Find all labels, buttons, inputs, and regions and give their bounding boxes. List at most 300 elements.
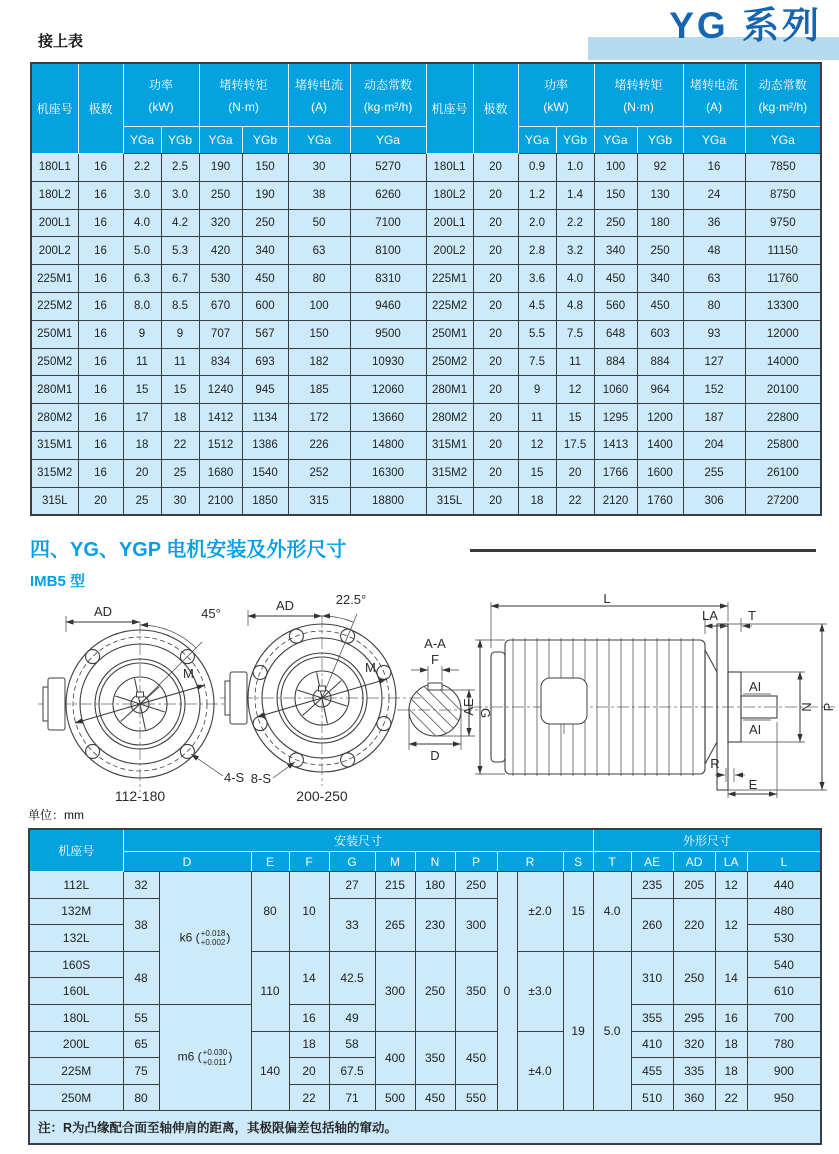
spec-table — [30, 62, 822, 516]
dim-cell: 510 — [631, 1084, 673, 1111]
variant-col-yga: YGa — [288, 127, 350, 154]
spec-cell: 12 — [556, 376, 594, 404]
dim-cell: 220 — [673, 898, 715, 951]
spec-cell: 1.4 — [556, 181, 594, 209]
spec-col-current — [683, 63, 745, 127]
spec-row — [31, 487, 821, 515]
spec-cell: 315M1 — [31, 431, 78, 459]
flange-small-caption: 112-180 — [114, 788, 166, 804]
dim-cell: 440 — [747, 872, 821, 899]
spec-cell: 63 — [288, 237, 350, 265]
spec-cell: 27200 — [745, 487, 821, 515]
subsection-title: IMB5 型 — [30, 573, 86, 590]
spec-cell: 30 — [161, 487, 199, 515]
spec-cell: 4.2 — [161, 209, 199, 237]
spec-row — [31, 376, 821, 404]
dim-cell: 27 — [329, 872, 375, 899]
spec-cell: 11 — [518, 404, 556, 432]
spec-cell: 9500 — [350, 320, 426, 348]
table-note: 注：R为凸缘配合面至轴伸肩的距离，其极限偏差包括轴的窜动。 — [29, 1111, 821, 1145]
current-unit: (A) — [706, 100, 723, 114]
dim-label-ad: AD — [275, 598, 295, 613]
spec-cell: 14000 — [745, 348, 821, 376]
spec-cell: 38 — [288, 181, 350, 209]
spec-cell: 18 — [123, 431, 161, 459]
spec-cell: 20 — [473, 320, 518, 348]
spec-cell: 1760 — [637, 487, 683, 515]
dim-label-n: N — [799, 702, 814, 712]
spec-cell: 20 — [123, 459, 161, 487]
spec-cell: 25 — [161, 459, 199, 487]
dim-header-row-1 — [29, 829, 821, 852]
dim-cell: 230 — [415, 898, 455, 951]
spec-cell: 8750 — [745, 181, 821, 209]
spec-cell: 9 — [161, 320, 199, 348]
power-label: 功率 — [149, 78, 174, 92]
spec-col-frame: 机座号 — [426, 63, 473, 154]
spec-cell: 130 — [637, 181, 683, 209]
spec-cell: 1060 — [594, 376, 637, 404]
spec-cell: 4.0 — [123, 209, 161, 237]
spec-cell: 172 — [288, 404, 350, 432]
dim-cell: 140 — [251, 1031, 289, 1111]
spec-cell: 22 — [556, 487, 594, 515]
spec-cell: 3.2 — [556, 237, 594, 265]
variant-col-ygb: YGb — [637, 127, 683, 154]
spec-cell: 600 — [242, 292, 288, 320]
dim-cell: 49 — [329, 1004, 375, 1031]
current-unit: (A) — [311, 100, 328, 114]
spec-cell: 1400 — [637, 431, 683, 459]
dim-col-r: R — [497, 852, 563, 872]
spec-cell: 315M2 — [426, 459, 473, 487]
dim-label-p: P — [821, 702, 836, 712]
spec-cell: 250 — [242, 209, 288, 237]
spec-row — [31, 404, 821, 432]
spec-cell: 180L1 — [31, 154, 78, 182]
dim-col-m: M — [375, 852, 415, 872]
spec-cell: 250 — [637, 237, 683, 265]
dim-cell: 250M — [29, 1084, 123, 1111]
spec-cell: 16 — [78, 154, 123, 182]
spec-row — [31, 209, 821, 237]
variant-col-ygb: YGb — [161, 127, 199, 154]
dim-cell: 71 — [329, 1084, 375, 1111]
variant-col-yga: YGa — [745, 127, 821, 154]
spec-col-dynamic — [745, 63, 821, 127]
spec-cell: 1413 — [594, 431, 637, 459]
spec-col-poles: 极数 — [78, 63, 123, 154]
spec-cell: 16 — [78, 181, 123, 209]
spec-cell: 450 — [594, 265, 637, 293]
dim-cell: 112L — [29, 872, 123, 899]
spec-cell: 8.0 — [123, 292, 161, 320]
spec-cell: 225M2 — [426, 292, 473, 320]
torque-unit: (N·m) — [623, 100, 654, 114]
spec-cell: 2.2 — [123, 154, 161, 182]
dim-cell: 360 — [673, 1084, 715, 1111]
spec-cell: 22 — [161, 431, 199, 459]
dim-col-la: LA — [715, 852, 747, 872]
spec-cell: 12 — [518, 431, 556, 459]
dim-label-la: LA — [702, 608, 718, 623]
spec-cell: 20 — [473, 154, 518, 182]
dim-cell: 18 — [289, 1031, 329, 1058]
spec-cell: 707 — [199, 320, 242, 348]
dim-col-f: F — [289, 852, 329, 872]
spec-cell: 8.5 — [161, 292, 199, 320]
dim-label-f: F — [431, 652, 439, 667]
dim-cell: 180L — [29, 1004, 123, 1031]
spec-cell: 5.3 — [161, 237, 199, 265]
variant-col-yga: YGa — [350, 127, 426, 154]
dim-cell: 355 — [631, 1004, 673, 1031]
spec-cell: 315L — [426, 487, 473, 515]
dim-cell: 38 — [123, 898, 159, 951]
dim-label-g: G — [478, 707, 493, 719]
spec-cell: 2.0 — [518, 209, 556, 237]
dim-cell: 530 — [747, 925, 821, 952]
spec-cell: 20 — [473, 376, 518, 404]
dim-cell: 410 — [631, 1031, 673, 1058]
spec-cell: 100 — [288, 292, 350, 320]
dim-cell: 18 — [715, 1058, 747, 1085]
spec-cell: 16 — [78, 237, 123, 265]
spec-cell: 20 — [556, 459, 594, 487]
tolerance-cell: k6 ( +0.018 +0.002 ) — [159, 872, 251, 1005]
spec-cell: 226 — [288, 431, 350, 459]
dim-row — [29, 1031, 821, 1058]
spec-cell: 16 — [78, 209, 123, 237]
dynamic-unit: (kg·m²/h) — [758, 100, 808, 114]
spec-cell: 884 — [594, 348, 637, 376]
spec-cell: 26100 — [745, 459, 821, 487]
dim-cell: 22 — [715, 1084, 747, 1111]
dim-cell: 250 — [415, 951, 455, 1031]
spec-cell: 280M1 — [426, 376, 473, 404]
spec-cell: 16 — [78, 459, 123, 487]
spec-cell: 30 — [288, 154, 350, 182]
spec-cell: 280M2 — [31, 404, 78, 432]
spec-cell: 127 — [683, 348, 745, 376]
spec-cell: 1680 — [199, 459, 242, 487]
dim-cell: 480 — [747, 898, 821, 925]
spec-cell: 12000 — [745, 320, 821, 348]
spec-cell: 9460 — [350, 292, 426, 320]
dim-cell: 14 — [289, 951, 329, 1004]
spec-cell: 225M1 — [31, 265, 78, 293]
dim-cell: 67.5 — [329, 1058, 375, 1085]
dim-cell: 540 — [747, 951, 821, 978]
spec-cell: 1766 — [594, 459, 637, 487]
dim-group-outline: 外形尺寸 — [593, 829, 821, 852]
spec-cell: 4.0 — [556, 265, 594, 293]
spec-cell: 567 — [242, 320, 288, 348]
dim-label-m: M — [183, 666, 194, 681]
dim-label-ad: AD — [93, 604, 113, 619]
dim-cell: 18 — [715, 1031, 747, 1058]
spec-cell: 3.0 — [161, 181, 199, 209]
spec-cell: 7100 — [350, 209, 426, 237]
dim-cell: 110 — [251, 951, 289, 1031]
spec-row — [31, 431, 821, 459]
spec-cell: 185 — [288, 376, 350, 404]
dim-cell: 32 — [123, 872, 159, 899]
spec-cell: 5270 — [350, 154, 426, 182]
spec-row — [31, 348, 821, 376]
spec-cell: 20100 — [745, 376, 821, 404]
spec-cell: 9 — [123, 320, 161, 348]
dim-col-n: N — [415, 852, 455, 872]
spec-col-power — [518, 63, 594, 127]
dim-cell: 550 — [455, 1084, 497, 1111]
spec-cell: 530 — [199, 265, 242, 293]
spec-cell: 180L1 — [426, 154, 473, 182]
dim-cell: 5.0 — [593, 951, 631, 1111]
dim-cell: 160L — [29, 978, 123, 1005]
spec-cell: 36 — [683, 209, 745, 237]
spec-cell: 20 — [473, 404, 518, 432]
spec-cell: 1134 — [242, 404, 288, 432]
dim-col-ad: AD — [673, 852, 715, 872]
spec-cell: 340 — [637, 265, 683, 293]
page-title: YG 系列 — [669, 5, 822, 46]
spec-cell: 50 — [288, 209, 350, 237]
spec-row — [31, 154, 821, 182]
variant-col-yga: YGa — [594, 127, 637, 154]
spec-cell: 1200 — [637, 404, 683, 432]
spec-cell: 20 — [473, 487, 518, 515]
spec-cell: 250M1 — [426, 320, 473, 348]
spec-cell: 420 — [199, 237, 242, 265]
dim-col-e: E — [251, 852, 289, 872]
spec-cell: 0.9 — [518, 154, 556, 182]
dim-cell: 132L — [29, 925, 123, 952]
spec-cell: 16 — [78, 348, 123, 376]
spec-cell: 182 — [288, 348, 350, 376]
spec-cell: 25 — [123, 487, 161, 515]
spec-cell: 315M2 — [31, 459, 78, 487]
spec-cell: 450 — [242, 265, 288, 293]
spec-cell: 670 — [199, 292, 242, 320]
spec-cell: 80 — [288, 265, 350, 293]
dim-cell: 215 — [375, 872, 415, 899]
spec-cell: 1386 — [242, 431, 288, 459]
spec-cell: 17 — [123, 404, 161, 432]
dim-label-angle-225: 22.5° — [335, 592, 367, 607]
spec-cell: 6.7 — [161, 265, 199, 293]
spec-cell: 11 — [556, 348, 594, 376]
spec-cell: 15 — [556, 404, 594, 432]
spec-cell: 18 — [161, 404, 199, 432]
dim-label-ae: AE — [461, 698, 476, 716]
spec-cell: 11760 — [745, 265, 821, 293]
spec-row — [31, 265, 821, 293]
spec-cell: 1.0 — [556, 154, 594, 182]
spec-cell: 180L2 — [426, 181, 473, 209]
spec-cell: 10930 — [350, 348, 426, 376]
spec-col-poles: 极数 — [473, 63, 518, 154]
dim-cell: 450 — [415, 1084, 455, 1111]
variant-col-yga: YGa — [123, 127, 161, 154]
tolerance-cell: m6 ( +0.030 +0.011 ) — [159, 1004, 251, 1110]
spec-cell: 648 — [594, 320, 637, 348]
dim-col-l: L — [747, 852, 821, 872]
spec-cell: 16 — [683, 154, 745, 182]
dim-row — [29, 951, 821, 978]
dim-cell: 780 — [747, 1031, 821, 1058]
spec-cell: 225M1 — [426, 265, 473, 293]
spec-cell: 20 — [78, 487, 123, 515]
spec-cell: 2.2 — [556, 209, 594, 237]
dim-label-d: D — [430, 748, 440, 763]
spec-cell: 20 — [473, 348, 518, 376]
spec-cell: 315 — [288, 487, 350, 515]
dim-cell: 160S — [29, 951, 123, 978]
spec-cell: 320 — [199, 209, 242, 237]
dim-cell: 10 — [289, 872, 329, 952]
spec-cell: 204 — [683, 431, 745, 459]
spec-row — [31, 292, 821, 320]
dim-table-header — [29, 829, 821, 872]
spec-cell: 9750 — [745, 209, 821, 237]
spec-cell: 4.5 — [518, 292, 556, 320]
spec-col-power — [123, 63, 199, 127]
spec-cell: 450 — [637, 292, 683, 320]
dim-cell: 350 — [415, 1031, 455, 1084]
spec-cell: 22800 — [745, 404, 821, 432]
spec-cell: 603 — [637, 320, 683, 348]
spec-cell: 8100 — [350, 237, 426, 265]
dim-col-s: S — [563, 852, 593, 872]
dim-row — [29, 1084, 821, 1111]
torque-label: 堵转转矩 — [614, 78, 663, 92]
spec-cell: 250 — [199, 181, 242, 209]
spec-cell: 20 — [473, 265, 518, 293]
spec-cell: 20 — [473, 431, 518, 459]
dim-cell: 65 — [123, 1031, 159, 1058]
dim-col-d: D — [123, 852, 251, 872]
dim-table-footer — [29, 1111, 821, 1145]
dim-cell: 205 — [673, 872, 715, 899]
spec-table-body — [31, 154, 821, 516]
spec-cell: 1.2 — [518, 181, 556, 209]
flange-view-small — [38, 604, 245, 804]
spec-cell: 187 — [683, 404, 745, 432]
dim-cell: 200L — [29, 1031, 123, 1058]
section-rule — [470, 549, 816, 552]
dim-cell: 75 — [123, 1058, 159, 1085]
spec-cell: 6260 — [350, 181, 426, 209]
section-title-aa: A-A — [424, 636, 446, 651]
spec-cell: 63 — [683, 265, 745, 293]
spec-cell: 150 — [242, 154, 288, 182]
dim-col-ae: AE — [631, 852, 673, 872]
dynamic-label: 动态常数 — [364, 78, 413, 92]
spec-cell: 15 — [518, 459, 556, 487]
variant-col-ygb: YGb — [242, 127, 288, 154]
spec-cell: 315L — [31, 487, 78, 515]
spec-row — [31, 459, 821, 487]
dim-cell: 250 — [673, 951, 715, 1004]
dim-label-angle-45: 45° — [201, 606, 221, 621]
spec-cell: 11 — [123, 348, 161, 376]
dim-col-frame: 机座号 — [29, 829, 123, 872]
spec-cell: 16 — [78, 404, 123, 432]
spec-cell: 200L1 — [31, 209, 78, 237]
spec-cell: 15 — [123, 376, 161, 404]
dim-group-install: 安装尺寸 — [123, 829, 593, 852]
spec-cell: 200L2 — [426, 237, 473, 265]
dim-cell: 350 — [455, 951, 497, 1031]
spec-cell: 20 — [473, 459, 518, 487]
spec-cell: 1600 — [637, 459, 683, 487]
spec-cell: 92 — [637, 154, 683, 182]
dim-cell: 250 — [455, 872, 497, 899]
dim-cell: 42.5 — [329, 951, 375, 1004]
technical-drawings — [15, 592, 839, 804]
spec-cell: 2100 — [199, 487, 242, 515]
spec-row — [31, 237, 821, 265]
power-unit: (kW) — [148, 100, 174, 114]
spec-cell: 7850 — [745, 154, 821, 182]
dim-cell: 300 — [455, 898, 497, 951]
spec-cell: 250M1 — [31, 320, 78, 348]
spec-cell: 1240 — [199, 376, 242, 404]
spec-cell: 25800 — [745, 431, 821, 459]
dim-cell: 260 — [631, 898, 673, 951]
dim-cell: 0 — [497, 872, 517, 1111]
spec-cell: 17.5 — [556, 431, 594, 459]
variant-col-yga: YGa — [199, 127, 242, 154]
spec-cell: 7.5 — [518, 348, 556, 376]
spec-cell: 2120 — [594, 487, 637, 515]
dim-cell: 48 — [123, 951, 159, 1004]
spec-cell: 190 — [242, 181, 288, 209]
dynamic-label: 动态常数 — [758, 78, 807, 92]
spec-header-row-1 — [31, 63, 821, 127]
spec-cell: 7.5 — [556, 320, 594, 348]
dim-cell: 180 — [415, 872, 455, 899]
spec-cell: 48 — [683, 237, 745, 265]
torque-unit: (N·m) — [228, 100, 259, 114]
power-label: 功率 — [544, 78, 569, 92]
spec-cell: 93 — [683, 320, 745, 348]
spec-cell: 560 — [594, 292, 637, 320]
spec-cell: 24 — [683, 181, 745, 209]
dim-label-m: M — [365, 660, 376, 675]
dim-cell: 500 — [375, 1084, 415, 1111]
spec-cell: 20 — [473, 237, 518, 265]
spec-cell: 80 — [683, 292, 745, 320]
units-label: 单位：mm — [28, 808, 84, 822]
variant-col-yga: YGa — [518, 127, 556, 154]
dim-label-bolts-4s: 4-S — [224, 770, 245, 785]
spec-cell: 13660 — [350, 404, 426, 432]
variant-col-ygb: YGb — [556, 127, 594, 154]
dim-cell: 225M — [29, 1058, 123, 1085]
spec-cell: 16 — [78, 320, 123, 348]
dim-cell: 132M — [29, 898, 123, 925]
dim-cell: 900 — [747, 1058, 821, 1085]
dim-cell: ±3.0 — [517, 951, 563, 1031]
dim-cell: 4.0 — [593, 872, 631, 952]
spec-cell: 18800 — [350, 487, 426, 515]
dim-col-p: P — [455, 852, 497, 872]
spec-cell: 16 — [78, 265, 123, 293]
dim-table-body — [29, 872, 821, 1111]
spec-cell: 945 — [242, 376, 288, 404]
